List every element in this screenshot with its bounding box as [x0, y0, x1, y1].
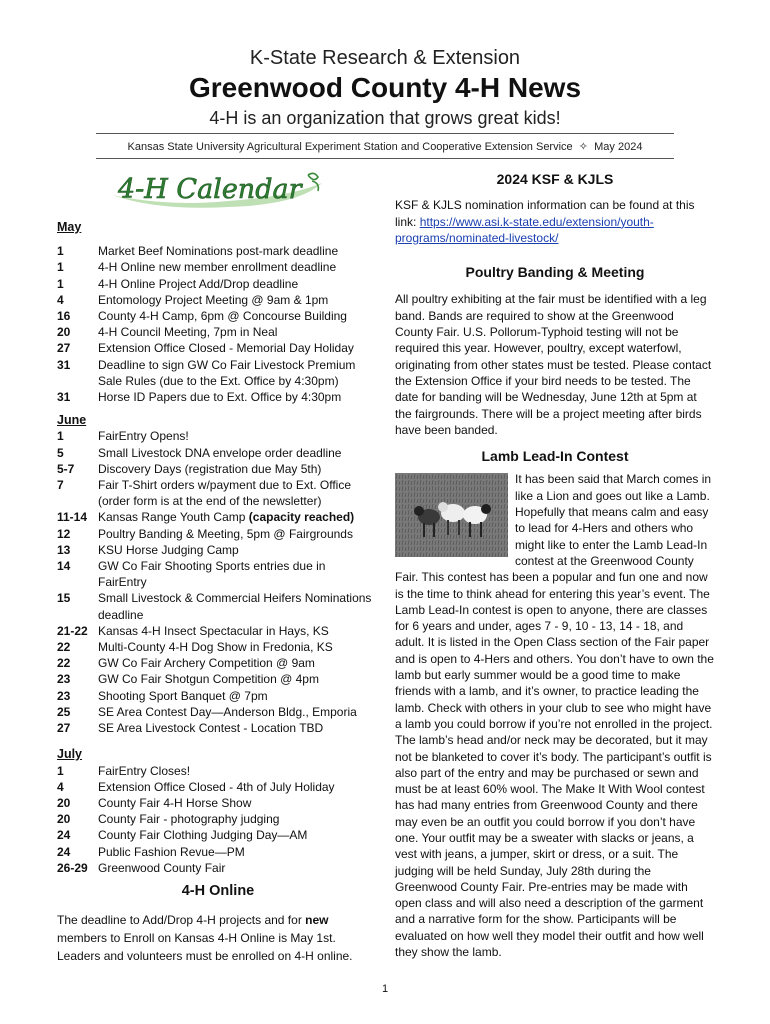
calendar-event [57, 542, 373, 558]
event-text [98, 779, 373, 795]
event-description: Horse ID Papers due to Ext. Office by 4:30pm [98, 390, 342, 405]
calendar-event [57, 558, 373, 590]
event-text [98, 445, 373, 461]
may-event-list [57, 243, 373, 405]
event-date: 13 [57, 542, 71, 557]
event-description: Poultry Banding & Meeting, 5pm @ Fairgrounds [98, 526, 353, 541]
calendar-event [57, 357, 373, 389]
event-description: Small Livestock & Commercial Heifers Nominations deadline [98, 591, 372, 622]
calendar-event [57, 827, 373, 843]
ksf-text-body: KSF & KJLS nomination information can be found at this link: [395, 198, 695, 229]
event-text [98, 243, 373, 259]
event-description: Market Beef Nominations post-mark deadline [98, 244, 339, 259]
event-date: 23 [57, 672, 71, 687]
event-text [98, 276, 373, 292]
calendar-event [57, 860, 373, 876]
tagline: 4-H is an organization that grows great kids! [209, 108, 561, 128]
event-description: Small Livestock DNA envelope order deadline [98, 445, 342, 460]
event-date: 20 [57, 325, 71, 340]
event-text [98, 688, 373, 704]
event-description: FairEntry Closes! [98, 763, 191, 778]
online-text [57, 911, 379, 965]
online-text-a: The deadline to Add/Drop 4-H projects and for [57, 913, 306, 927]
event-description: County 4-H Camp, 6pm @ Concourse Building [98, 309, 347, 324]
event-text [98, 763, 373, 779]
event-description: 4-H Online new member enrollment deadline [98, 260, 337, 275]
event-text [98, 324, 373, 340]
lambs-photo [395, 473, 508, 557]
event-description: Fair T-Shirt orders w/payment due to Ext. Office (order form is at the end of the newsletter) [98, 478, 351, 509]
event-date: 21-22 [57, 623, 88, 638]
event-text [98, 477, 373, 509]
event-description: GW Co Fair Shooting Sports entries due in FairEntry [98, 559, 326, 590]
calendar-event [57, 308, 373, 324]
event-text [98, 827, 373, 843]
event-text [98, 292, 373, 308]
event-date: 27 [57, 341, 71, 356]
july-event-list [57, 763, 373, 876]
right-column [395, 171, 715, 960]
event-text [98, 623, 373, 639]
event-date: 31 [57, 390, 71, 405]
calendar-event [57, 811, 373, 827]
event-date: 24 [57, 828, 71, 843]
event-date: 4 [57, 292, 64, 307]
event-text [98, 844, 373, 860]
event-date: 26-29 [57, 860, 88, 875]
event-date: 23 [57, 688, 71, 703]
page-number: 1 [381, 983, 389, 995]
affiliation: Kansas State University Agricultural Experiment Station and Cooperative Extension Service [127, 141, 573, 153]
event-text [98, 542, 373, 558]
event-description: GW Co Fair Archery Competition @ 9am [98, 656, 315, 671]
event-date: 4 [57, 779, 64, 794]
event-date: 11-14 [57, 510, 88, 525]
event-text [98, 811, 373, 827]
event-date: 12 [57, 526, 71, 541]
event-description: Deadline to sign GW Co Fair Livestock Premium Sale Rules (due to the Ext. Office by 4:30pm) [98, 357, 356, 388]
calendar-event [57, 340, 373, 356]
event-description: Extension Office Closed - Memorial Day Holiday [98, 341, 354, 356]
calendar-event [57, 704, 373, 720]
calendar-event [57, 623, 373, 639]
header-rule-bottom [96, 158, 674, 159]
event-date: 1 [57, 276, 64, 291]
online-section [57, 882, 379, 965]
event-date: 1 [57, 429, 64, 444]
calendar-event [57, 763, 373, 779]
event-description: County Fair Clothing Judging Day—AM [98, 828, 308, 843]
ksf-title: 2024 KSF & KJLS [496, 171, 614, 187]
event-text [98, 671, 373, 687]
event-text [98, 558, 373, 590]
calendar-event [57, 844, 373, 860]
calendar-event [57, 779, 373, 795]
issue-date: May 2024 [594, 141, 643, 153]
lamb-text: It has been said that March comes in like a Lion and goes out like a Lamb. Hopefully that means calm and easy to lead for 4-Hers and others who might like to enter the Lamb Lead-In contest at the Greenwood County Fair. This contest has been a popular and fun one and now is the time to think ahead for entering this year’s event. The Lamb Lead-In contest is open to anyone, there are classes for 6 years and under, ages 7 - 9, 10 - 13, 14 - 18, and adult. It is listed in the Open Class section of the Fair paper and is open to 4-Hers and others. You don’t have to own the lamb but early summer would be a good time to make friends with a lamb, and it’s owner, to practice leading the lamb. Check with others in your club to see who might have a lamb you could borrow if you’re not enrolled in the project. The lamb’s head and/or neck may be decorated, but it may not be blanketed to cover it’s body. The participant’s outfit is also part of the entry and may be purchased or sewn and must be at least 60% wool. The Make It With Wool contest has had many entries from Greenwood County and there may even be an outfit you could borrow if you don’t have one. Your outfit may be a sweater with slacks or jeans, a vest with jeans, a jumper, skirt or dress, or a suit. The judging will be held Sunday, July 28th during the Greenwood County Fair. Pre-entries may be made with open class and will also need a description of the garment and a narrative form for the show. Participants will be evaluated on how well they model their outfit and how well they show the lamb. [395, 472, 714, 960]
event-date: 5 [57, 445, 64, 460]
calendar-event [57, 243, 373, 259]
event-date: 15 [57, 591, 71, 606]
event-text [98, 590, 373, 622]
ksf-link[interactable]: https://www.asi.k-state.edu/extension/youth-programs/nominated-livestock/ [395, 214, 654, 245]
org-name: K-State Research & Extension [249, 47, 521, 69]
event-description: 4-H Online Project Add/Drop deadline [98, 276, 299, 291]
event-text [98, 860, 373, 876]
event-description: Discovery Days (registration due May 5th) [98, 461, 322, 476]
online-text-bold: new [305, 913, 329, 927]
event-date: 1 [57, 260, 64, 275]
event-date: 25 [57, 704, 71, 719]
poultry-text: All poultry exhibiting at the fair must be identified with a leg band. Bands are required to show at the Greenwood County Fair. U.S. Pollorum-Typhoid testing will not be required this year. However, poultry, except waterfowl, originating from other states must be tested. Please contact the Extension Office if your bird needs to be tested. The date for banding will be Wednesday, June 12th at 5pm at the fairgrounds. There will be a project meeting after birds have been banded. [395, 292, 712, 437]
event-date: 1 [57, 244, 64, 259]
calendar-logo [108, 165, 330, 211]
ksf-text [395, 197, 715, 246]
event-date: 16 [57, 309, 71, 324]
event-text [98, 308, 373, 324]
event-date: 20 [57, 812, 71, 827]
event-text [98, 389, 373, 405]
newsletter-title: Greenwood County 4-H News [188, 72, 582, 103]
calendar-event [57, 461, 373, 477]
event-description: Multi-County 4-H Dog Show in Fredonia, KS [98, 640, 333, 655]
event-date: 22 [57, 640, 71, 655]
calendar-event [57, 526, 373, 542]
event-text [98, 639, 373, 655]
calendar-event [57, 671, 373, 687]
calendar-column [57, 219, 373, 876]
event-text [98, 461, 373, 477]
event-text [98, 526, 373, 542]
logo-text: 4-H Calendar [118, 174, 302, 205]
event-description: 4-H Council Meeting, 7pm in Neal [98, 325, 278, 340]
calendar-event [57, 795, 373, 811]
calendar-event [57, 639, 373, 655]
month-july-heading: July [57, 747, 83, 762]
lamb-body [395, 471, 715, 960]
calendar-event [57, 688, 373, 704]
event-text [98, 428, 373, 444]
event-date: 22 [57, 656, 71, 671]
calendar-event [57, 428, 373, 444]
event-description: Extension Office Closed - 4th of July Holiday [98, 779, 335, 794]
calendar-event [57, 445, 373, 461]
month-may-heading: May [57, 220, 82, 234]
calendar-event [57, 590, 373, 622]
event-text [98, 340, 373, 356]
calendar-event [57, 259, 373, 275]
header-rule-top [96, 133, 674, 134]
calendar-event [57, 276, 373, 292]
event-description: FairEntry Opens! [98, 429, 189, 444]
calendar-event [57, 292, 373, 308]
month-june-heading: June [57, 413, 87, 428]
event-description: SE Area Livestock Contest - Location TBD [98, 721, 324, 736]
online-text-b: members to Enroll on Kansas 4-H Online is May 1st. Leaders and volunteers must be enrolled on 4-H online. [57, 931, 353, 963]
event-text [98, 704, 373, 720]
poultry-title: Poultry Banding & Meeting [465, 264, 645, 281]
lamb-title: Lamb Lead-In Contest [481, 448, 629, 465]
event-text [98, 720, 373, 736]
affiliation-line [96, 140, 674, 153]
event-text [98, 655, 373, 671]
event-date: 7 [57, 478, 64, 493]
event-date: 31 [57, 357, 71, 372]
event-description: Kansas 4-H Insect Spectacular in Hays, KS [98, 623, 329, 638]
event-text [98, 795, 373, 811]
event-description: KSU Horse Judging Camp [98, 542, 239, 557]
event-description: GW Co Fair Shotgun Competition @ 4pm [98, 672, 319, 687]
event-description: County Fair 4-H Horse Show [98, 795, 252, 810]
calendar-event [57, 389, 373, 405]
june-event-list [57, 428, 373, 736]
event-date: 1 [57, 763, 64, 778]
online-title: 4-H Online [181, 883, 255, 899]
calendar-event [57, 655, 373, 671]
event-description: Kansas Range Youth Camp [98, 510, 246, 525]
event-text [98, 357, 373, 389]
calendar-event [57, 720, 373, 736]
pin-icon: ✧ [575, 141, 592, 153]
event-date: 27 [57, 721, 71, 736]
event-text [98, 509, 373, 525]
event-description: Public Fashion Revue—PM [98, 844, 245, 859]
event-date: 24 [57, 844, 71, 859]
event-date: 5-7 [57, 461, 75, 476]
event-note: (capacity reached) [248, 510, 355, 525]
event-date: 14 [57, 559, 71, 574]
event-description: Shooting Sport Banquet @ 7pm [98, 688, 268, 703]
event-description: SE Area Contest Day—Anderson Bldg., Emporia [98, 704, 357, 719]
event-text [98, 259, 373, 275]
event-description: County Fair - photography judging [98, 812, 280, 827]
calendar-event [57, 509, 373, 525]
event-description: Greenwood County Fair [98, 860, 226, 875]
calendar-event [57, 477, 373, 509]
event-description: Entomology Project Meeting @ 9am & 1pm [98, 292, 329, 307]
calendar-event [57, 324, 373, 340]
event-date: 20 [57, 795, 71, 810]
